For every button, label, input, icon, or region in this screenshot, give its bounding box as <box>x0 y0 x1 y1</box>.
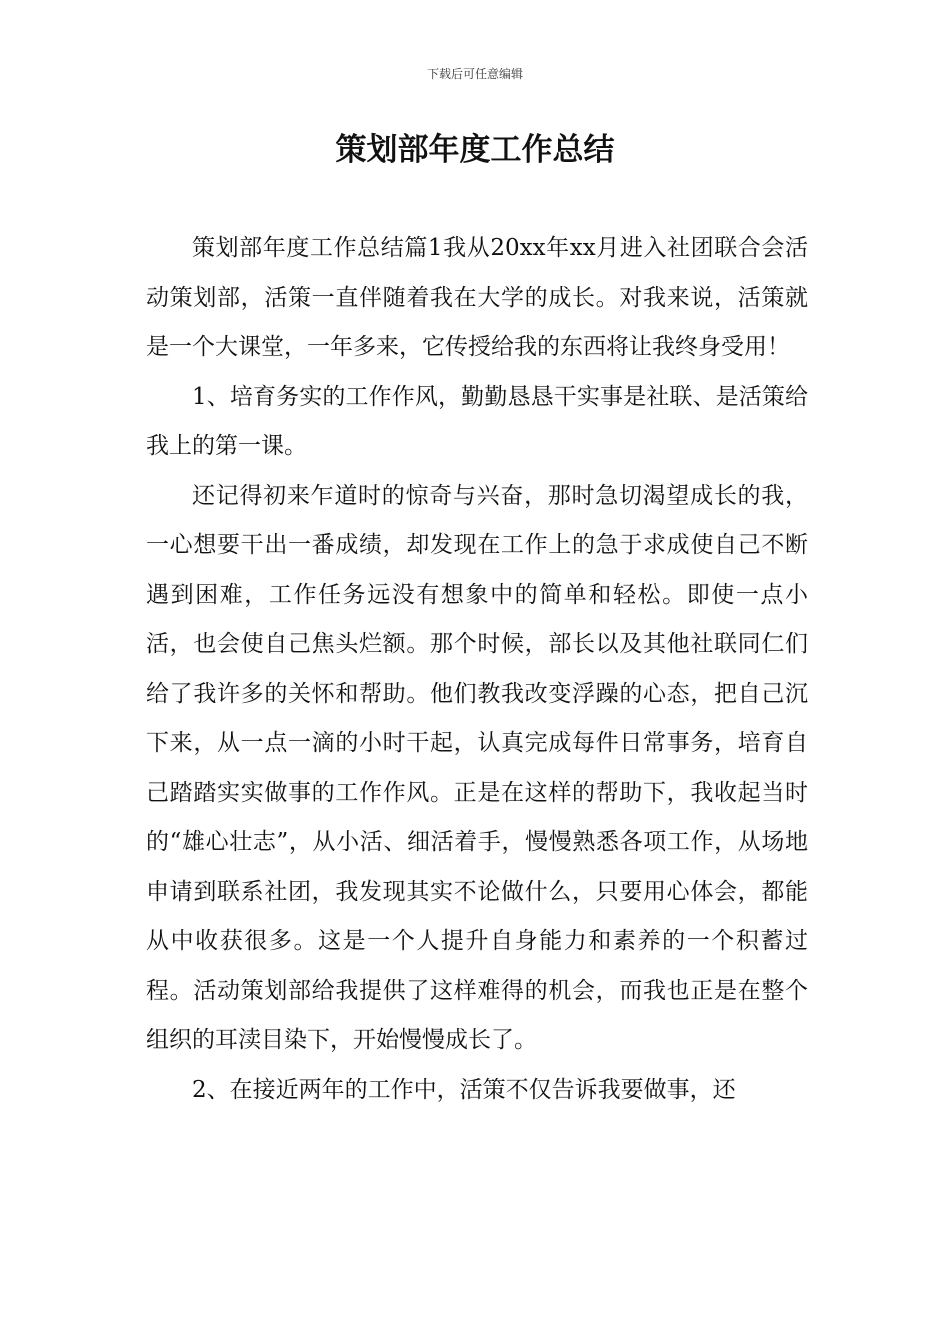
page-header-note: 下载后可任意编辑 <box>426 67 523 81</box>
document-title: 策划部年度工作总结 <box>335 132 615 168</box>
paragraph-point-2: 2、在接近两年的工作中，活策不仅告诉我要做事，还 <box>192 1076 736 1103</box>
paragraph-intro: 策划部年度工作总结篇1我从20xx年xx月进入社团联合会活动策划部，活策一直伴随着我在大学的成长。对我来说，活策就是一个大课堂，一年多来，它传授给我的东西将让我终身受用！ <box>146 235 808 360</box>
document-body <box>146 224 808 1115</box>
paragraph-point-1: 1、培育务实的工作作风，勤勤恳恳干实事是社联、是活策给我上的第一课。 <box>146 383 808 459</box>
paragraph-recollection: 还记得初来乍道时的惊奇与兴奋，那时急切渴望成长的我，一心想要干出一番成绩，却发现在工作上的急于求成使自己不断遇到困难，工作任务远没有想象中的简单和轻松。即使一点小活，也会使自己焦头烂额。那个时候，部长以及其他社联同仁们给了我许多的关怀和帮助。他们教我改变浮躁的心态，把自己沉下来，从一点一滴的小时干起，认真完成每件日常事务，培育自己踏踏实实做事的工作作风。正是在这样的帮助下，我收起当时的“雄心壮志”，从小活、细活着手，慢慢熟悉各项工作，从场地申请到联系社团，我发现其实不论做什么，只要用心体会，都能从中收获很多。这是一个人提升自身能力和素养的一个积蓄过程。活动策划部给我提供了这样难得的机会，而我也正是在整个组织的耳渎目染下，开始慢慢成长了。 <box>146 482 808 1053</box>
